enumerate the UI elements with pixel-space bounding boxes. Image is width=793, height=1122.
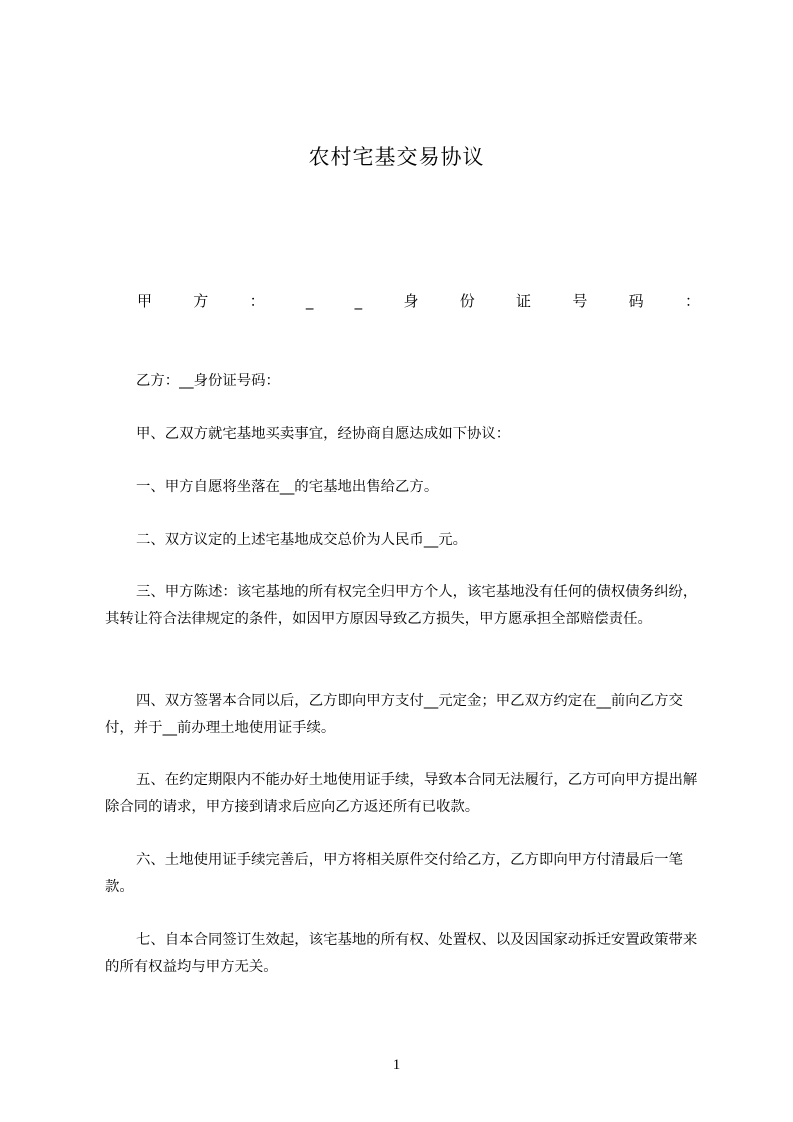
clause-3: 三、甲方陈述：该宅基地的所有权完全归甲方个人，该宅基地没有任何的债权债务纠纷，其转让符合法律规定的条件，如因甲方原因导致乙方损失，甲方愿承担全部赔偿责任。: [105, 584, 698, 627]
party-a-char: ：: [249, 292, 265, 310]
clause-1: 一、甲方自愿将坐落在__的宅基地出售给乙方。: [136, 479, 439, 495]
page-number: 1: [392, 1057, 401, 1073]
clause-6: 六、土地使用证手续完善后，甲方将相关原件交付给乙方，乙方即向甲方付清最后一笔款。: [105, 852, 683, 895]
clause-7: 七、自本合同签订生效起，该宅基地的所有权、处置权、以及因国家动拆迁安置政策带来的所有权益均与甲方无关。: [105, 932, 698, 975]
party-a-char: 份: [459, 292, 475, 310]
party-a-char: 方: [193, 292, 209, 310]
party-a-char: 码: [628, 292, 644, 310]
clause-5: 五、在约定期限内不能办好土地使用证手续，导致本合同无法履行，乙方可向甲方提出解除合同的请求，甲方接到请求后应向乙方返还所有已收款。: [105, 772, 698, 815]
intro-paragraph: 甲、乙双方就宅基地买卖事宜，经协商自愿达成如下协议：: [136, 426, 511, 442]
party-a-char: _: [305, 292, 314, 310]
document-title: 农村宅基交易协议: [308, 145, 485, 169]
party-a-char: ：: [684, 292, 700, 310]
party-a-char: 号: [572, 292, 588, 310]
party-a-char: 甲: [137, 292, 153, 310]
party-a-char: _: [354, 292, 363, 310]
party-a-char: 身: [403, 292, 419, 310]
party-a-line: [137, 290, 700, 312]
clause-4: 四、双方签署本合同以后，乙方即向甲方支付__元定金；甲乙双方约定在__前向乙方交付，并于__前办理土地使用证手续。: [105, 693, 683, 736]
party-a-char: 证: [516, 292, 532, 310]
party-b-line: 乙方：__身份证号码：: [136, 373, 280, 389]
clause-2: 二、双方议定的上述宅基地成交总价为人民币__元。: [136, 532, 467, 548]
